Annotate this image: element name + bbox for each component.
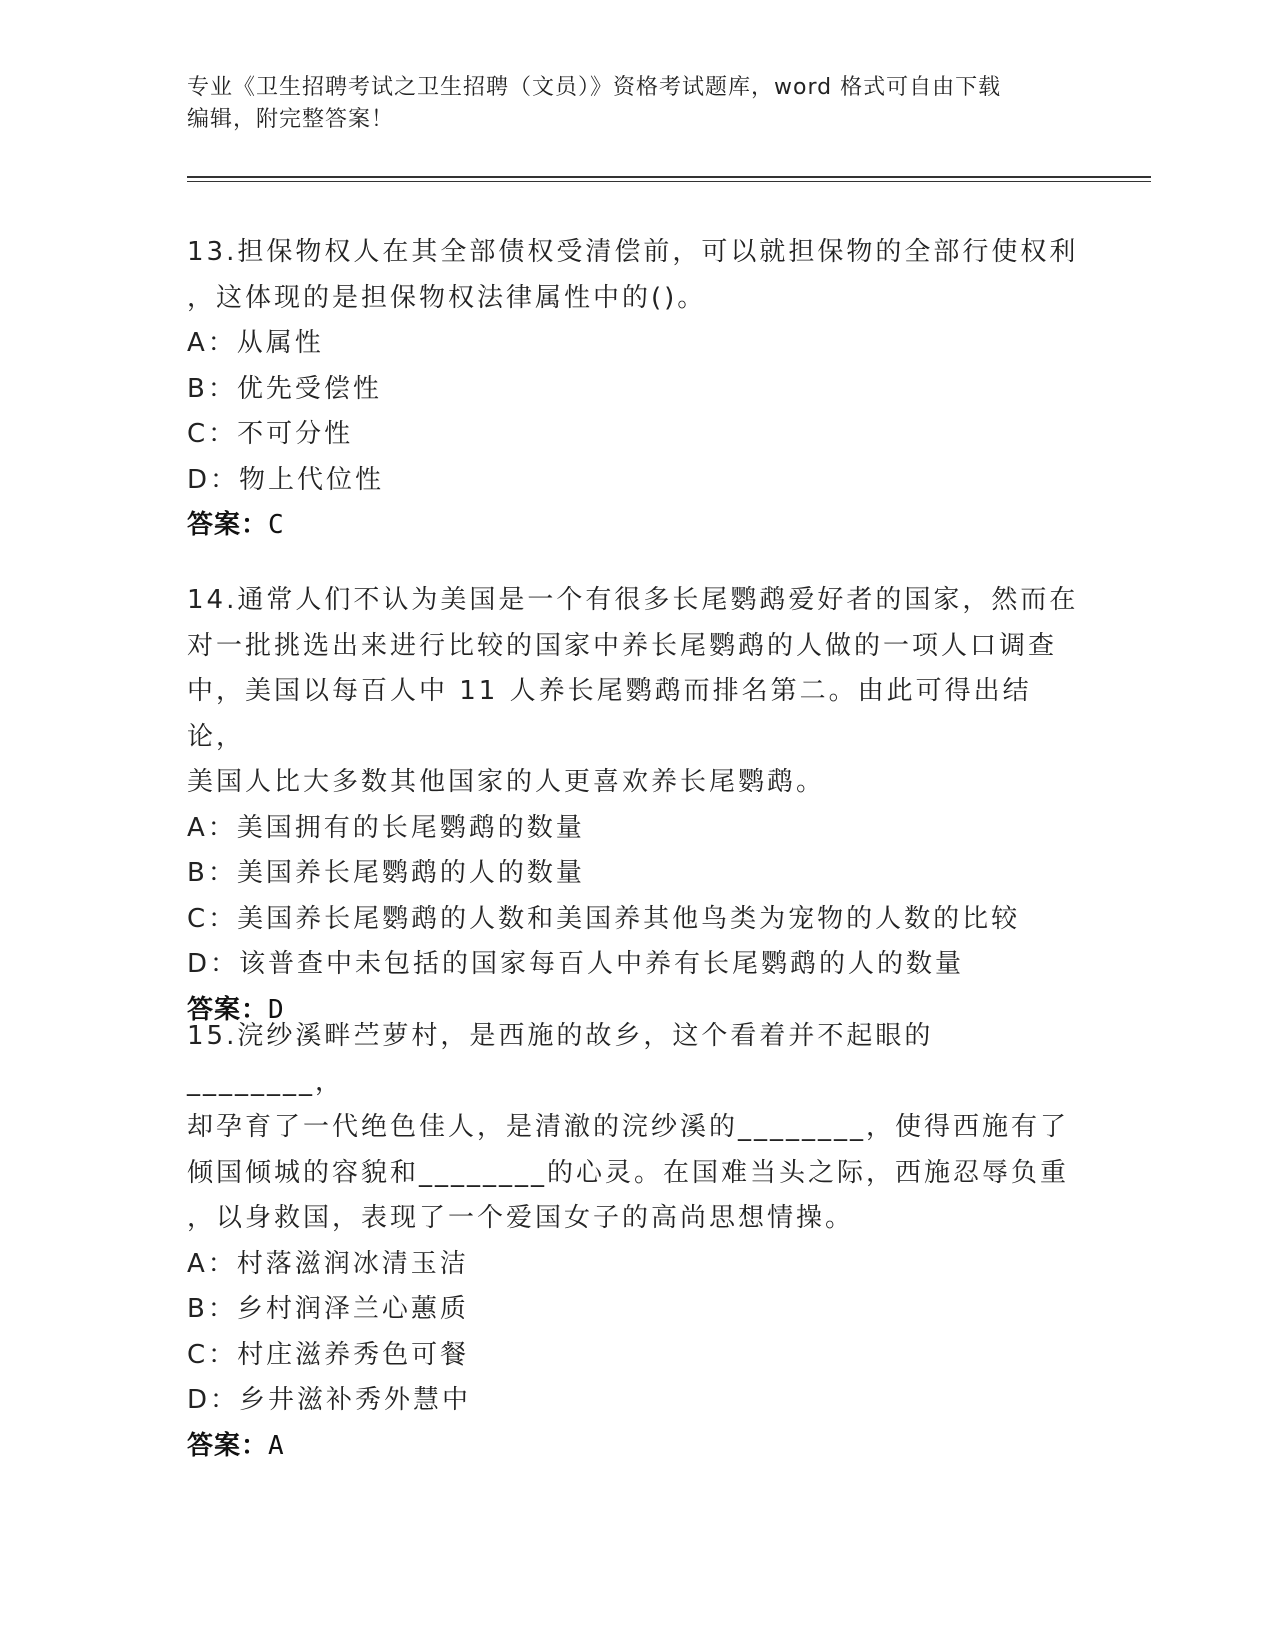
answer-value: A [268, 1430, 285, 1461]
answer-label: 答案： [187, 510, 269, 540]
option-a: A：从属性 [187, 328, 324, 358]
option-a: A：美国拥有的长尾鹦鹉的数量 [187, 812, 585, 843]
answer [187, 503, 1087, 549]
question-stem-line: ，这体现的是担保物权法律属性中的()。 [187, 282, 707, 313]
option-c: C：不可分性 [187, 419, 354, 449]
question-stem-line: ，以身救国，表现了一个爱国女子的高尚思想情操。 [187, 1203, 855, 1233]
option-b: B：乡村润泽兰心蕙质 [187, 1294, 469, 1324]
option-c: C：美国养长尾鹦鹉的人数和美国养其他鸟类为宠物的人数的比较 [187, 903, 1021, 934]
answer-value: C [268, 510, 285, 540]
question-13 [187, 230, 1087, 549]
option-a: A：村落滋润冰清玉洁 [187, 1248, 469, 1279]
answer-label: 答案： [187, 1430, 269, 1461]
question-stem-line: 14.通常人们不认为美国是一个有很多长尾鹦鹉爱好者的国家，然而在 [187, 585, 1079, 615]
question-stem-line: 美国人比大多数其他国家的人更喜欢养长尾鹦鹉。 [187, 767, 826, 797]
option-c: C：村庄滋养秀色可餐 [187, 1339, 470, 1370]
header-divider-thin [187, 181, 1151, 182]
option-b: B：美国养长尾鹦鹉的人的数量 [187, 858, 585, 888]
question-stem-line: 中，美国以每百人中 11 人养长尾鹦鹉而排名第二。由此可得出结论， [187, 676, 1032, 752]
answer-value: D [268, 994, 285, 1025]
question-stem-line: 13.担保物权人在其全部债权受清偿前，可以就担保物的全部行使权利 [187, 237, 1079, 267]
option-d: D：乡井滋补秀外慧中 [187, 1385, 472, 1415]
question-stem-line: 15.浣纱溪畔苎萝村，是西施的故乡，这个看着并不起眼的________， [187, 1021, 934, 1097]
question-14 [187, 578, 1087, 1033]
option-d: D：物上代位性 [187, 464, 385, 495]
question-stem-line: 倾国倾城的容貌和________的心灵。在国难当头之际，西施忍辱负重 [187, 1157, 1070, 1188]
option-d: D：该普查中未包括的国家每百人中养有长尾鹦鹉的人的数量 [187, 949, 965, 979]
answer-label: 答案： [187, 994, 269, 1025]
answer [187, 1424, 1087, 1470]
header-line-1: 专业《卫生招聘考试之卫生招聘（文员）》资格考试题库，word 格式可自由下载 [187, 75, 1002, 100]
question-stem-line: 却孕育了一代绝色佳人，是清澈的浣纱溪的________，使得西施有了 [187, 1112, 1070, 1142]
question-stem-line: 对一批挑选出来进行比较的国家中养长尾鹦鹉的人做的一项人口调查 [187, 630, 1058, 661]
option-b: B：优先受偿性 [187, 373, 382, 404]
page-header [187, 72, 1067, 136]
question-15 [187, 1014, 1087, 1469]
header-line-2: 编辑，附完整答案！ [187, 107, 395, 132]
header-divider-thick [187, 176, 1151, 178]
